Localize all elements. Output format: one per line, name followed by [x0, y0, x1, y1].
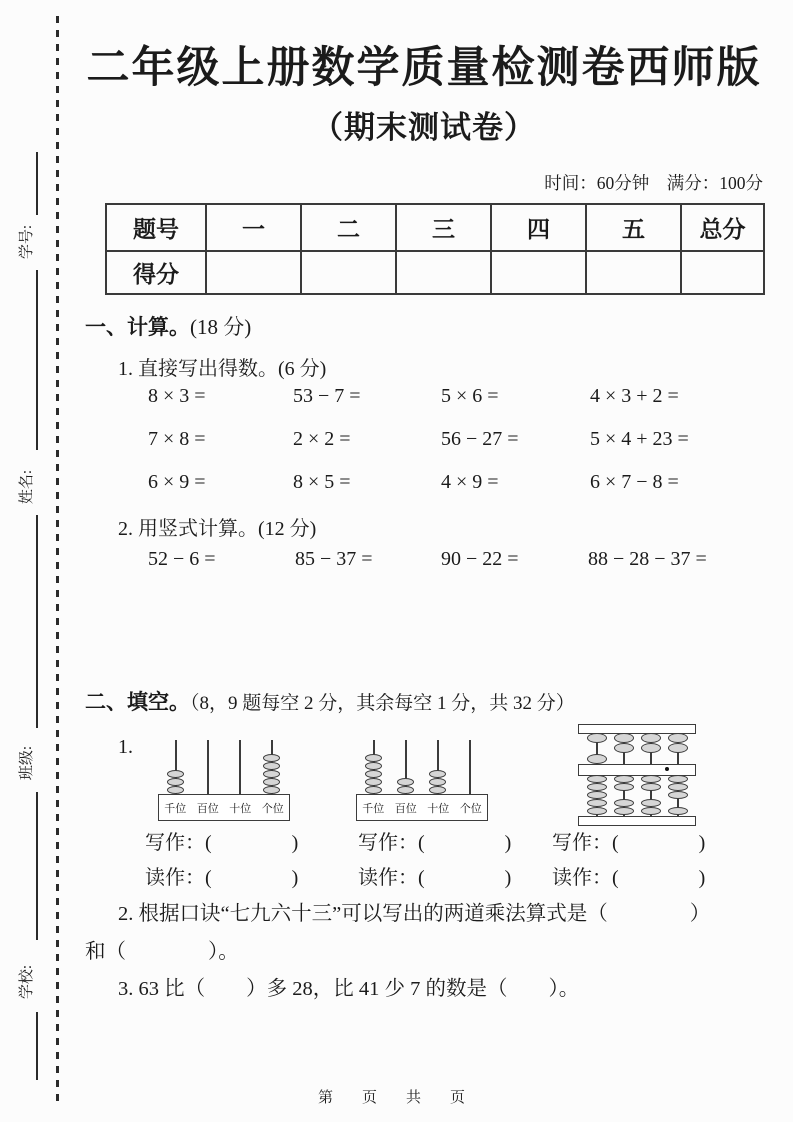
abacus-bead — [641, 733, 661, 743]
sidebar-label-school: 学校: — [19, 964, 35, 1000]
section1-heading — [85, 311, 251, 341]
frame-bead — [167, 786, 184, 794]
frame-bead — [397, 786, 414, 794]
abacus — [578, 724, 696, 824]
abacus-bead — [614, 807, 634, 815]
abacus-bead — [641, 775, 661, 783]
abacus-bead — [587, 754, 607, 764]
score-header-cell: 三 — [396, 204, 491, 251]
frame-bead — [167, 770, 184, 778]
read-as-blank: 读作：( ) — [358, 867, 512, 889]
expression: 6 × 7 − 8 = — [590, 471, 679, 493]
section2-heading-bold: 二、填空。 — [85, 691, 190, 714]
abacus-bead — [641, 783, 661, 791]
write-as-blank: 写作：( ) — [145, 832, 299, 854]
abacus-bead — [587, 775, 607, 783]
place-value-label: 百位 — [196, 802, 219, 815]
frame-bead — [263, 770, 280, 778]
time-score-info: 时间：60分钟 满分：100分 — [544, 173, 763, 193]
score-cell-blank — [681, 251, 764, 294]
place-value-label: 千位 — [362, 802, 385, 815]
score-header-cell: 题号 — [106, 204, 206, 251]
counting-frame-1 — [158, 740, 290, 822]
item1-number: 1. — [118, 736, 133, 758]
sidebar-label-class: 班级: — [19, 745, 35, 781]
place-value-label-box — [158, 794, 290, 821]
abacus-bead — [641, 743, 661, 753]
write-as-blank: 写作：( ) — [358, 832, 512, 854]
place-value-label: 个位 — [459, 802, 482, 815]
score-header-cell: 五 — [586, 204, 681, 251]
expression: 56 − 27 = — [441, 428, 519, 450]
frame-bead — [365, 762, 382, 770]
score-row-label: 得分 — [106, 251, 206, 294]
frame-bead — [263, 778, 280, 786]
score-cell-blank — [491, 251, 586, 294]
abacus-bead — [668, 743, 688, 753]
score-header-cell: 总分 — [681, 204, 764, 251]
abacus-bead — [614, 775, 634, 783]
frame-bead — [365, 778, 382, 786]
section2-heading-note: （8，9 题每空 2 分，其余每空 1 分，共 32 分） — [190, 693, 575, 714]
school-write-line-2 — [36, 1012, 38, 1080]
item2-line1: 2. 根据口诀“七九六十三”可以写出的两道乘法算式是（ ） — [118, 903, 711, 925]
abacus-bead — [587, 733, 607, 743]
score-cell-blank — [206, 251, 301, 294]
page-title: 二年级上册数学质量检测卷西师版 — [86, 45, 762, 92]
section1-item1-label: 1. 直接写出得数。(6 分) — [118, 358, 327, 380]
expression: 2 × 2 = — [293, 428, 351, 450]
sidebar-label-name: 姓名: — [19, 469, 35, 505]
place-value-label: 十位 — [427, 802, 450, 815]
frame-rod — [469, 740, 471, 794]
section1-item2-label: 2. 用竖式计算。(12 分) — [118, 518, 317, 540]
name-write-line — [36, 270, 38, 450]
school-write-line — [36, 792, 38, 940]
place-value-label: 十位 — [229, 802, 252, 815]
expression: 53 − 7 = — [293, 385, 361, 407]
abacus-bead — [668, 775, 688, 783]
expression: 7 × 8 = — [148, 428, 206, 450]
place-value-label: 个位 — [261, 802, 284, 815]
section1-heading-bold: 一、计算。 — [85, 316, 190, 339]
abacus-bead — [587, 791, 607, 799]
frame-bead — [365, 770, 382, 778]
frame-bead — [263, 754, 280, 762]
expression: 88 − 28 − 37 = — [588, 548, 707, 570]
read-as-blank: 读作：( ) — [552, 867, 706, 889]
abacus-bead — [668, 807, 688, 815]
page-subtitle: （期末测试卷） — [312, 110, 536, 145]
section1-heading-note: (18 分) — [190, 315, 252, 339]
expression: 90 − 22 = — [441, 548, 519, 570]
frame-bead — [263, 762, 280, 770]
class-write-line — [36, 515, 38, 728]
sidebar-label-student-id: 学号: — [19, 224, 35, 260]
expression: 5 × 4 + 23 = — [590, 428, 689, 450]
counting-frame-2 — [356, 740, 488, 822]
abacus-bead — [587, 783, 607, 791]
frame-bead — [429, 778, 446, 786]
place-value-label: 百位 — [394, 802, 417, 815]
frame-bead — [429, 786, 446, 794]
frame-bead — [263, 786, 280, 794]
expression: 4 × 3 + 2 = — [590, 385, 679, 407]
abacus-bead — [614, 799, 634, 807]
section2-heading — [85, 686, 575, 716]
abacus-bead — [587, 799, 607, 807]
cut-dashed-line — [56, 16, 59, 1108]
frame-rod — [239, 740, 241, 794]
abacus-bead — [668, 791, 688, 799]
score-cell-blank — [396, 251, 491, 294]
item2-line2: 和（ ）。 — [85, 941, 239, 963]
abacus-bead — [614, 733, 634, 743]
abacus-frame-bar — [578, 816, 696, 826]
score-table — [105, 203, 765, 295]
expression: 52 − 6 = — [148, 548, 216, 570]
expression: 6 × 9 = — [148, 471, 206, 493]
expression: 8 × 3 = — [148, 385, 206, 407]
write-as-blank: 写作：( ) — [552, 832, 706, 854]
frame-bead — [397, 778, 414, 786]
expression: 8 × 5 = — [293, 471, 351, 493]
place-value-label-box — [356, 794, 488, 821]
frame-bead — [365, 786, 382, 794]
abacus-bead — [641, 807, 661, 815]
student-id-write-line — [36, 152, 38, 215]
score-header-cell: 四 — [491, 204, 586, 251]
score-header-cell: 二 — [301, 204, 396, 251]
place-value-label: 千位 — [164, 802, 187, 815]
abacus-bead — [668, 783, 688, 791]
abacus-unit-dot — [665, 767, 669, 771]
expression: 85 − 37 = — [295, 548, 373, 570]
abacus-bead — [668, 733, 688, 743]
expression: 4 × 9 = — [441, 471, 499, 493]
score-cell-blank — [301, 251, 396, 294]
abacus-bead — [587, 807, 607, 815]
abacus-bead — [614, 743, 634, 753]
score-cell-blank — [586, 251, 681, 294]
read-as-blank: 读作：( ) — [145, 867, 299, 889]
page-footer: 第 页 共 页 — [317, 1090, 472, 1106]
frame-bead — [429, 770, 446, 778]
item3-line: 3. 63 比（ ）多 28，比 41 少 7 的数是（ ）。 — [118, 978, 580, 1000]
abacus-bead — [614, 783, 634, 791]
score-header-cell: 一 — [206, 204, 301, 251]
frame-bead — [167, 778, 184, 786]
frame-rod — [207, 740, 209, 794]
frame-bead — [365, 754, 382, 762]
expression: 5 × 6 = — [441, 385, 499, 407]
abacus-bead — [641, 799, 661, 807]
